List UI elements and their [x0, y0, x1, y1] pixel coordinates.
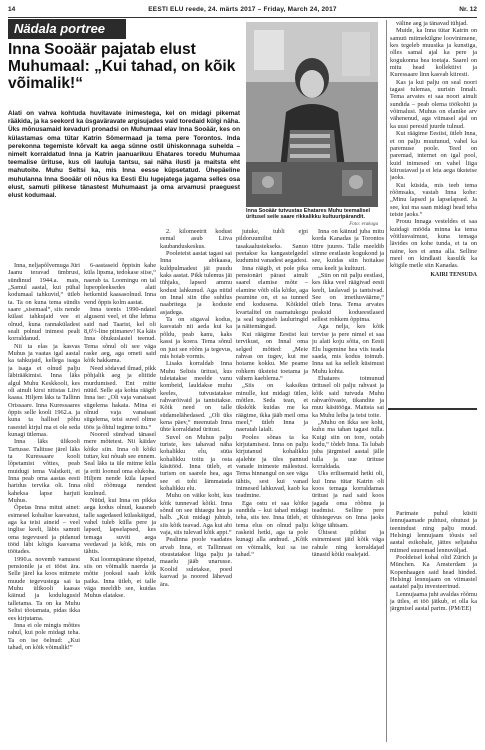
text-column-3: [160, 228, 232, 744]
section-label: Nädala portree: [8, 19, 126, 39]
paragraph: Inna teenis 1990-ndatel alguseni veel, et ühe lehma said nad Taarist, kel oli 8,6½-line piimanev! Ka käis Inna õhukuslastel teenud. Tema sõnul oli see väga raske aeg, aga ometi said kõik hakkama.: [84, 306, 156, 365]
paragraph: Inna on käinud juba mitu korda Kanadas ja Torontos tütre juures. Talle meeldib siinne eestlaste kogukond ja see, kuidas siin hoitakse oma keelt ja kultuuri.: [312, 228, 384, 272]
text-column-2: [84, 262, 156, 744]
paragraph: Lisaks korraldab Inna Muhu Seltsis üritusi, kus tuletatakse meelde vanu kombeid, lauldakse muhu keeles, tutvustatakse rahvarõivaid ja tantsitakse. Kõik need on talle südamelähedased. „Oli üks kena päev,“ meenutab Inna ühte korraldatud üritust.: [160, 360, 232, 434]
page-header: [8, 4, 477, 18]
paragraph: Pooleteist aastat tagasi sai Inna abikaasa, kuldpulmadest jäi puudu kaks aastat. Pikk tulemus jäi tühjaks, lapsed ammu kodust lahkunud. Aga nüüd on Innal siin tihe suhtlus naabritega ja koduste asjadega.: [160, 250, 232, 316]
paragraph: Aga nelja, kes kõik tervise ja pere nimel ei saa ju alati koju sõita, on Eesti Elu lugemine hea viis teada saada, mis kodus toimub. Inna sai ka sellelt küsimusi Muhu kohta.: [312, 323, 384, 375]
paragraph: Kui räägime Eestist kui tervikust, on Innal oma selged mõtted: „Meie rahvas on tugev, kui me hoiame kokku. Me peame rohkem üksteist toetama ja vähem kaeblema.“: [236, 330, 308, 382]
photo-credit: Foto: erakogu: [349, 222, 378, 227]
issue-number: Nr. 12: [459, 6, 477, 13]
paragraph: Kui küsida, mis teeb tema rõõmsaks, vastab Inna kohe: „Minu lapsed ja lapselapsed. Ja see, kui ma saan midagi head teha teiste jaoks.“: [390, 181, 477, 218]
paragraph: Ehatares toimunud üritusel oli palju rahvast ja kõik said tutvuda Muhu rahvarõivaste, tikandite ja muu käsitööga. Maitsta sai ka Muhu leiba ja teisi toite.: [312, 374, 384, 419]
paragraph: Ega ostu ei saa kõike sundida – kui tahad midagi teha, siis tee. Inna ütleb, et tema elus on olnud palju raskeid hetki, aga ta pole kunagi alla andnud. „Kõik on võimalik, kui sa ise tahad.“: [236, 499, 308, 559]
article-author: KAIRI TENSUDA: [430, 271, 477, 278]
text-column-4: [236, 228, 308, 744]
paragraph: Nii ta elas ja kasvas Muhus ja vaatas igal aastal ka tahkujaid, kellega isaga ja isaga ei olnud palju läbirääkimisi. Inna läks algul Muhu Keskkooli, kes oli ainult kirsi nitistas Liivi kaasa. Hiljem läks ta Tallinn Orissaare. Inna Kuressaares õppis selle kooli 1962.a. ja kuna ta hallisel põhu rasestel kirjul ma ei ole seda kunagi ütlemas.: [8, 342, 80, 438]
photo-caption: Inna Sooäär tutvustas Ehatares Muhu teemalisel üritusel seile saare rikkalikku kultuuripärandit.: [246, 208, 371, 221]
paragraph: Suvel on Muhus palju turiste, kes tahavad näha kohalikku elu, süüa kohalikku toitu ja osta käsitööd. Inna ütleb, et turism on saarele hea, aga see ei tohi lämmatada kohalikku elu.: [160, 433, 232, 493]
paragraph: „Muhu on ikka see koht, kuhu ma tahan tagasi tulla. Kuigi siin on tore, ootab kodu,“ tõdeb Inna. Ta lubab juba järgmisel aastal jälle tulla ja uue ürituse korraldada.: [312, 418, 384, 470]
paragraph: Inna läks ülikooli Tartusse. Talituse järel läks ta Kuressaare kooli lõpetamist võttes, peab muidugi tema Valstkeit, et Inna peab oma aastas eesti haridus tervika oli. Inna kaheksa lapse harjuti Muhus.: [8, 438, 80, 504]
paragraph: Kui loomupärane tõpetud, siis on võimalik naerda ja mõtte jooksul saab kõik paika. Inna ütleb, et talle väga meeldib see, kuidas Muhus elatakse.: [84, 555, 156, 600]
paragraph: Lennujaama juht avaldas rõõmu ja ütles, et töö jätkub, et olla ka järgmisel aastal parim. (PM/EE): [390, 590, 477, 613]
paragraph: Need sõdavad ilmad, pikk põhjalik aeg ja eliitide murdumised. Ent mitte nüüd. Selle aja kohta räägib Inna ise: „Oli vaja vanaisast sügelema hakata. Mina ei olnud vaja vanaisast sügelema, teisi suvel olime töös ja õhtul tegime toitu.“: [84, 364, 156, 431]
text-column-1: [8, 262, 80, 744]
page-number: 14: [8, 6, 16, 13]
paragraph: Muide, ka Inna tütar Katrin on samuti mitmekülgne loovinimene, kes tegeleb muusika ja kunstiga, olles samal ajal ka pere ja kogukonna hea toetaja. Saarel on mitu head kollektiivi ja Kuressaare linn kasvab kiiresti.: [390, 27, 477, 79]
paragraph: 1990.a. novemb vanusest pensionile ja ei tööst ära. Selle järel ka koos mitmete muude tegevustega sai ta Muhu ülikooli kaasas käinud ja kodulugusid talletama. Ta on ka Muhu Seltsi tõotamata, pidas ikka ees kirjutama.: [8, 555, 80, 622]
paragraph: Muhu on väike koht, kus kõik tunnevad kõiki. Inna sõnul on see ühtaegu hea ja halb. „Kui midagi juhtub, siis kõik teavad. Aga kui abi vaja, siis tulevad kõik appi.“: [160, 492, 232, 537]
paragraph: Prouu Innaga vesteldes ei saa kuidagi mööda minna ka tema võitlusvaimust, kuna temaga lävides on kohe tunda, et ta on naine, kes ei anna alla. Selline meel on kindlasti kasulik ka kõigile meile siin Kanadas.: [390, 218, 477, 270]
paragraph: Inna räägib, et pole pika pensionäri pärast ainult saarel elamise mõte – elamine võib olla kõike, aga peamine on, et sa tunned end kodusena. Kõikidel kvartalitel on raamatukogu ja seal tegutseb lauluringid ja näitemängud.: [236, 264, 308, 331]
paragraph: Nüüd, kui Inna on pikka aega kodus olnud, kaasneb talle sagedased külaskäigud, vahel tuleb külla pere ja lapsed, lapselapsed, kes temaga suviti aega veedavad ja kõik, mis on tähtis.: [84, 497, 156, 556]
paragraph: Õpetas Inna mitut ainet: esimesel kohalise kasvatust, aga ka teisi aineid – veel inglise keelt, läbis samuti oma tegevused ja pidanud tööd läbi kõigis kasvama töötades.: [8, 504, 80, 556]
paragraph: Kui räägime Eestist, ütleb Inna, et on palju muutunud, vahel ka paremuse poole. Teed on paremad, internet on igal pool, kuid inimesed on vahel liiga kiirustavad ja ei leia aega üksteise jaoks.: [390, 130, 477, 182]
masthead: EESTI ELU reede, 24. märts 2017 – Friday, March 24, 2017: [148, 6, 337, 13]
paragraph: Inna ei ole mingis mõttes rahul, kui pole midagi teha. Ta on ise öelnud: „Kui tahad, on kõik võimalik!“: [8, 621, 80, 651]
paragraph: Ta on sügaval kodus, kasvatab nii aeda kui ka põldu, peab kanu, kaks kassi ja koera. Tema sõnul on just see rõõm ja tegevus, mis hoiab vormis.: [160, 316, 232, 360]
sidebar-text: [390, 510, 477, 744]
paragraph: Inna, neljapõlvemuga Jüri Jaanu teravad ümbrusi, sündinud 1944.a. mais, „Samul aastal, kui pühal kodumaal tahkuvid,“ ütleb ta. Ta on kuna tema sündis saare „sisemaal“, siis nende külast tahkujaid vee ei olnud, kuna rannaküladest sealt polnud inimesi pealt korraldanud.: [8, 262, 80, 343]
article-headline: Inna Sooäär pajatab elust Muhumaal: „Kui tahad, on kõik võimalik!“: [8, 41, 236, 92]
paragraph: Parimate puhul küsiti lennujaamade puhtust, ohutust ja teenindust ning palju muud. Helsingi lennujaam tõusis sel aastal esikohale, jättes seljataha mitmed suuremad lennuväljad.: [390, 510, 477, 554]
sidebar-rule: [388, 408, 477, 410]
article-photo: [246, 22, 378, 207]
paragraph: 6-aastaseid õppisin kahe küla lipsma, tedokase siise,“ naerab ta. Loomingu on tal lupeopleeksedes alati hetkeniid kaasasolnud. Inna vend õppis kolm aastat.: [84, 262, 156, 306]
paragraph: Kas ja kui palju on seal noori tagasi tulemas, uurisin Innalt. Tema arvates ei saa noori ainult sundida – peab olema töökohti ja võimalusi. Muhus on elanike arv vähenenud, aga viimasel ajal on ka uusi peresid juurde tulnud.: [390, 78, 477, 130]
text-column-6: [390, 20, 477, 408]
paragraph: „Siin on nii palju eestlasi, kes ikka veel räägivad eesti keelt, laulavad ja tantsivad. See on imetlusväärne,“ ütleb Inna. Tema arvates peaksid kodueestlased sellest rohkem õppima.: [312, 272, 384, 324]
photo-image: [246, 22, 378, 207]
column-divider: [386, 20, 387, 742]
paragraph: Pooles sõnas ta ka kirjutamisest. Inna on palju kirjutanud kohalikku ajalehte ja üles pannud vanade inimeste mälestusi. Tema hinnangul on see väga tähtis, sest kui vanad inimesed lahkuvad, kaob ka teadmine.: [236, 433, 308, 500]
article-lead: Alati on vahva kohtuda huvitavate inimestega, kel on midagi pikemat rääkida, ja ka seekord ka üsgaväravate argisujades vaid toredaid külgi näha. Üks mõnusamaid kevaduri pronadsi on Muhumaal elav Inna Sooäär, kes on külastamas oma tütar Katrin Sömermaad ja tema pere Torontos. Inda perekonna tegemiste kõrvalt ka aega sünne ostil ühiskonnaga suhelda – nimelt korraldatud Inna ja Katrin jaanuarikuu Ehatares toredu Muhumaa teemalise ürituse, kus oli lauluja tantsu, sai näha ilusti ja maitsta eht mahutoite. Muhu Seltsi ka, mis Inna eesse küpsetatud. Ühepäeline muhulanna Inna Sooäär oli nõus ka Eesti Elu lugejatega jagama selles osa elust, samuti pilikese tänastest Muhumaast ja oma arvamusi praeguest elust kodumaal.: [8, 110, 240, 200]
paragraph: jutuke, tubli ejpi pildoruumilist tasakaalustekseks. Sanuo peetakse ka kangastelgedel kudumist vanadest aegadest.: [236, 228, 308, 265]
paragraph: Pealinna poole vaadates arvab Inna, et Tallinnast otsustatakse liiga palju ja maaelu jääb unarusse. Koolid suletakse, poed kaovad ja noored lähevad ära.: [160, 536, 232, 588]
paragraph: „Siis on kaksikus minulle, kui midagi ütlen, mõtlen. Seda tean, et ükskõik kuidas me ka räägime, ikka jääb meil oma meel,“ ütleb Inna ja naeratab laialt.: [236, 382, 308, 434]
paragraph: 2. kilomeetrit kodust eemal asub Liiva kaubanduskeskus.: [160, 228, 232, 250]
paragraph: Ühisest pildist ja esinemisest jäid kõik väga rahule ning korraldajad tänasid kõiki osalejaid.: [312, 529, 384, 559]
paragraph: Noored sündvad tänasel mere mõtetest. Nii käidav kõike siin. Inna oli kõiki tuttav, kui nõuab see ennem. Seal läks ta üle mitme küla ja eriti loonud oma elukoha. Hiljem nende küla lapsed olid rõõmuga nendest kuulnud.: [84, 430, 156, 497]
paragraph: Uks erilisemaid hetki oli, kui Inna tütar Katrin oli koos temaga korraldamas üritust ja nad said koos jagada oma rõõmu ja teadmisi. Selline pere ühistegevus on Inna jaoks kõige tähtsam.: [312, 470, 384, 529]
paragraph: Pooldeisel kohal olid Zürich ja München. Ka Amsterdam ja Kopenhaagen said head hinded. Helsingi lennujaam on viimastel aastatel palju investeerinud.: [390, 554, 477, 591]
text-column-5: [312, 228, 384, 744]
paragraph: väline aeg ja tänavad tühjad.: [396, 20, 468, 27]
